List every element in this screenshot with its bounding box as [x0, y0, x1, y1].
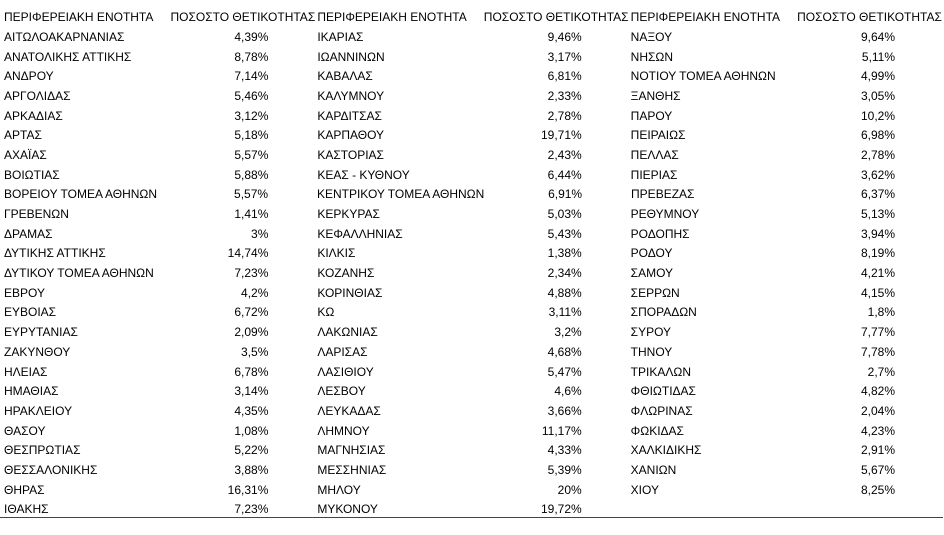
region-name: ΚΟΡΙΝΘΙΑΣ [317, 285, 383, 300]
region-name: ΚΕΡΚΥΡΑΣ [317, 207, 380, 222]
table-row [4, 263, 944, 283]
table-row [4, 303, 944, 323]
positivity-rate: 5,39% [547, 462, 582, 477]
region-name: ΜΥΚΟΝΟΥ [317, 502, 378, 517]
region-name: ΛΑΚΩΝΙΑΣ [317, 325, 378, 340]
positivity-rate: 2,09% [234, 325, 269, 340]
table-row [4, 460, 944, 480]
region-name: ΣΠΟΡΑΔΩΝ [630, 305, 697, 320]
positivity-rate: 4,39% [234, 29, 269, 44]
table-row [4, 125, 944, 145]
table-row [4, 421, 944, 441]
bottom-border [0, 517, 943, 518]
region-name: ΛΑΡΙΣΑΣ [317, 344, 368, 359]
region-name: ΚΕΑΣ - ΚΥΘΝΟΥ [317, 167, 410, 182]
region-name: ΑΡΚΑΔΙΑΣ [4, 108, 63, 123]
region-name: ΡΟΔΟΠΗΣ [630, 226, 690, 241]
table-row [4, 244, 944, 264]
region-name: ΚΑΒΑΛΑΣ [317, 69, 373, 84]
region-name: ΙΘΑΚΗΣ [4, 502, 49, 517]
header-positivity-col2: ΠΟΣΟΣΤΟ ΘΕΤΙΚΟΤΗΤΑΣ [483, 10, 629, 24]
positivity-rate: 8,78% [234, 49, 269, 64]
positivity-rate: 4,2% [241, 285, 269, 300]
region-name: ΕΥΡΥΤΑΝΙΑΣ [4, 325, 78, 340]
region-name: ΚΕΦΑΛΛΗΝΙΑΣ [317, 226, 403, 241]
positivity-rate: 3,14% [234, 384, 269, 399]
positivity-rate: 3,2% [554, 325, 582, 340]
positivity-rate: 2,43% [547, 147, 582, 162]
positivity-rate: 14,74% [227, 246, 269, 261]
positivity-rate: 5,47% [547, 364, 582, 379]
positivity-rate: 3,66% [547, 403, 582, 418]
table-row [4, 145, 944, 165]
positivity-rate: 1,41% [234, 207, 269, 222]
positivity-rate: 5,03% [547, 207, 582, 222]
region-name: ΠΡΕΒΕΖΑΣ [631, 187, 695, 202]
positivity-rate: 5,22% [234, 443, 269, 458]
positivity-rate: 4,15% [861, 285, 896, 300]
region-name: ΚΑΡΠΑΘΟΥ [317, 128, 385, 143]
positivity-rate: 3,17% [547, 49, 582, 64]
positivity-rate: 10,2% [861, 108, 896, 123]
positivity-rate: 6,91% [548, 187, 583, 202]
region-name: ΣΑΜΟΥ [630, 266, 674, 281]
positivity-rate: 1,08% [234, 423, 269, 438]
table-row [4, 86, 944, 106]
header-region-col3: ΠΕΡΙΦΕΡΕΙΑΚΗ ΕΝΟΤΗΤΑ [630, 10, 781, 24]
table-body [4, 27, 944, 519]
table-row [4, 106, 944, 126]
positivity-rate: 5,57% [234, 187, 269, 202]
positivity-rate: 2,7% [867, 364, 896, 379]
positivity-rate: 5,46% [234, 88, 269, 103]
table-row [4, 204, 944, 224]
region-name: ΗΛΕΙΑΣ [4, 364, 48, 379]
positivity-rate: 4,35% [234, 403, 269, 418]
region-name: ΚΑΣΤΟΡΙΑΣ [317, 147, 384, 162]
region-name: ΜΕΣΣΗΝΙΑΣ [317, 462, 387, 477]
positivity-rate: 5,67% [861, 462, 896, 477]
positivity-rate: 4,88% [547, 285, 582, 300]
positivity-rate: 2,78% [861, 147, 896, 162]
positivity-rate: 8,19% [861, 246, 896, 261]
region-name: ΦΘΙΩΤΙΔΑΣ [630, 384, 696, 399]
region-name: ΛΑΣΙΘΙΟΥ [317, 364, 374, 379]
table-row [4, 401, 944, 421]
region-name: ΓΡΕΒΕΝΩΝ [4, 207, 69, 222]
positivity-rate: 4,33% [547, 443, 582, 458]
region-name: ΞΑΝΘΗΣ [630, 88, 681, 103]
positivity-rate: 5,43% [547, 226, 582, 241]
positivity-rate: 3,5% [241, 344, 269, 359]
positivity-rate: 7,14% [234, 69, 269, 84]
region-name: ΤΡΙΚΑΛΩΝ [630, 364, 691, 379]
table-row [4, 66, 944, 86]
positivity-rate: 5,18% [234, 128, 269, 143]
region-name: ΛΕΥΚΑΔΑΣ [317, 403, 381, 418]
positivity-rate: 3,11% [548, 305, 582, 320]
region-name: ΜΗΛΟΥ [317, 482, 361, 497]
region-name: ΠΕΛΛΑΣ [630, 147, 679, 162]
region-name: ΦΛΩΡΙΝΑΣ [630, 403, 693, 418]
region-name: ΡΟΔΟΥ [630, 246, 673, 261]
table-row [4, 342, 944, 362]
positivity-rate: 8,25% [861, 482, 896, 497]
region-name: ΚΙΛΚΙΣ [317, 246, 356, 261]
positivity-rate: 6,37% [861, 187, 896, 202]
positivity-rate: 3,88% [234, 462, 269, 477]
positivity-rate: 4,23% [861, 423, 896, 438]
region-name: ΜΑΓΝΗΣΙΑΣ [317, 443, 386, 458]
positivity-rate: 2,91% [861, 443, 896, 458]
region-name: ΖΑΚΥΝΘΟΥ [4, 344, 71, 359]
positivity-rate: 4,6% [554, 384, 582, 399]
positivity-rate: 2,34% [547, 266, 582, 281]
region-name: ΚΕΝΤΡΙΚΟΥ ΤΟΜΕΑ ΑΘΗΝΩΝ [316, 187, 485, 202]
table-row [4, 322, 944, 342]
region-name: ΣΕΡΡΩΝ [630, 285, 680, 300]
region-name: ΛΗΜΝΟΥ [317, 423, 370, 438]
positivity-rate: 3,12% [234, 108, 269, 123]
region-name: ΘΕΣΣΑΛΟΝΙΚΗΣ [4, 462, 98, 477]
region-name: ΧΙΟΥ [630, 482, 659, 497]
positivity-rate: 7,78% [861, 344, 896, 359]
positivity-rate: 1,8% [867, 305, 896, 320]
table-row [4, 224, 944, 244]
region-name: ΠΙΕΡΙΑΣ [630, 167, 678, 182]
positivity-rate: 7,23% [234, 266, 269, 281]
region-name: ΑΧΑΪΑΣ [4, 147, 47, 162]
header-region-col2: ΠΕΡΙΦΕΡΕΙΑΚΗ ΕΝΟΤΗΤΑ [317, 10, 467, 24]
region-name: ΕΒΡΟΥ [4, 285, 45, 300]
region-name: ΒΟΙΩΤΙΑΣ [4, 167, 60, 182]
region-name: ΙΚΑΡΙΑΣ [317, 29, 364, 44]
region-name: ΠΑΡΟΥ [630, 108, 673, 123]
positivity-rate: 1,38% [547, 246, 582, 261]
region-name: ΗΡΑΚΛΕΙΟΥ [4, 403, 73, 418]
table-row [4, 47, 944, 67]
table-row [4, 440, 944, 460]
positivity-rate: 3% [251, 226, 269, 241]
region-name: ΚΟΖΑΝΗΣ [317, 266, 375, 281]
positivity-rate: 6,44% [547, 167, 582, 182]
positivity-rate: 3,62% [861, 167, 896, 182]
positivity-rate: 9,64% [861, 29, 896, 44]
region-name: ΚΑΡΔΙΤΣΑΣ [317, 108, 382, 123]
positivity-rate: 4,68% [547, 344, 582, 359]
positivity-rate: 19,72% [541, 502, 582, 517]
region-name: ΚΑΛΥΜΝΟΥ [317, 88, 385, 103]
region-name: ΔΥΤΙΚΟΥ ΤΟΜΕΑ ΑΘΗΝΩΝ [4, 266, 154, 281]
table-row [4, 185, 944, 205]
region-name: ΤΗΝΟΥ [630, 344, 673, 359]
positivity-rate: 2,33% [547, 88, 582, 103]
region-name: ΘΕΣΠΡΩΤΙΑΣ [4, 443, 81, 458]
positivity-rate: 4,82% [861, 384, 896, 399]
positivity-rate: 7,77% [861, 325, 896, 340]
region-name: ΑΡΓΟΛΙΔΑΣ [4, 88, 71, 103]
region-name: ΑΝΔΡΟΥ [4, 69, 54, 84]
region-name: ΑΡΤΑΣ [4, 128, 42, 143]
positivity-rate: 9,46% [547, 29, 582, 44]
positivity-rate: 5,13% [861, 207, 896, 222]
table-header [4, 7, 944, 27]
region-name: ΝΟΤΙΟΥ ΤΟΜΕΑ ΑΘΗΝΩΝ [630, 69, 776, 84]
header-positivity-col1: ΠΟΣΟΣΤΟ ΘΕΤΙΚΟΤΗΤΑΣ [170, 10, 316, 24]
positivity-rate: 6,81% [547, 69, 582, 84]
table-row [4, 362, 944, 382]
region-name: ΦΩΚΙΔΑΣ [630, 423, 684, 438]
positivity-rate: 4,99% [861, 69, 896, 84]
table-row [4, 480, 944, 500]
table-row [4, 165, 944, 185]
positivity-rate: 3,05% [861, 88, 896, 103]
positivity-rate: 6,78% [234, 364, 269, 379]
region-name: ΡΕΘΥΜΝΟΥ [630, 207, 700, 222]
region-name: ΧΑΝΙΩΝ [630, 462, 677, 477]
positivity-rate: 16,31% [227, 482, 269, 497]
positivity-rate: 4,21% [861, 266, 896, 281]
region-name: ΘΗΡΑΣ [4, 482, 45, 497]
table-row [4, 381, 944, 401]
header-region-col1: ΠΕΡΙΦΕΡΕΙΑΚΗ ΕΝΟΤΗΤΑ [4, 10, 154, 24]
positivity-rate: 5,57% [234, 147, 269, 162]
positivity-rate: 2,78% [547, 108, 582, 123]
region-name: ΑΝΑΤΟΛΙΚΗΣ ΑΤΤΙΚΗΣ [4, 49, 132, 64]
positivity-rate: 11,17% [541, 423, 582, 438]
positivity-rate: 5,11% [861, 49, 896, 64]
positivity-table [4, 7, 944, 519]
positivity-rate: 20% [557, 482, 582, 497]
positivity-rate: 3,94% [861, 226, 896, 241]
region-name: ΠΕΙΡΑΙΩΣ [630, 128, 686, 143]
region-name: ΒΟΡΕΙΟΥ ΤΟΜΕΑ ΑΘΗΝΩΝ [4, 187, 158, 202]
table-row [4, 27, 944, 47]
table-row [4, 283, 944, 303]
positivity-rate: 5,88% [234, 167, 269, 182]
region-name: ΚΩ [317, 305, 335, 320]
header-positivity-col3: ΠΟΣΟΣΤΟ ΘΕΤΙΚΟΤΗΤΑΣ [797, 10, 942, 24]
region-name: ΙΩΑΝΝΙΝΩΝ [317, 49, 385, 64]
positivity-rate: 7,23% [234, 502, 269, 517]
positivity-rate: 2,04% [861, 403, 896, 418]
region-name: ΛΕΣΒΟΥ [317, 384, 366, 399]
region-name: ΘΑΣΟΥ [4, 423, 46, 438]
region-name: ΣΥΡΟΥ [630, 325, 672, 340]
positivity-rate: 6,98% [861, 128, 896, 143]
region-name: ΔΥΤΙΚΗΣ ΑΤΤΙΚΗΣ [4, 246, 106, 261]
region-name: ΧΑΛΚΙΔΙΚΗΣ [630, 443, 702, 458]
region-name: ΕΥΒΟΙΑΣ [4, 305, 57, 320]
region-name: ΗΜΑΘΙΑΣ [4, 384, 59, 399]
positivity-rate: 19,71% [541, 128, 582, 143]
region-name: ΔΡΑΜΑΣ [4, 226, 53, 241]
region-name: ΝΑΞΟΥ [630, 29, 673, 44]
positivity-rate: 6,72% [234, 305, 269, 320]
region-name: ΝΗΣΩΝ [630, 49, 674, 64]
region-name: ΑΙΤΩΛΟΑΚΑΡΝΑΝΙΑΣ [4, 29, 125, 44]
